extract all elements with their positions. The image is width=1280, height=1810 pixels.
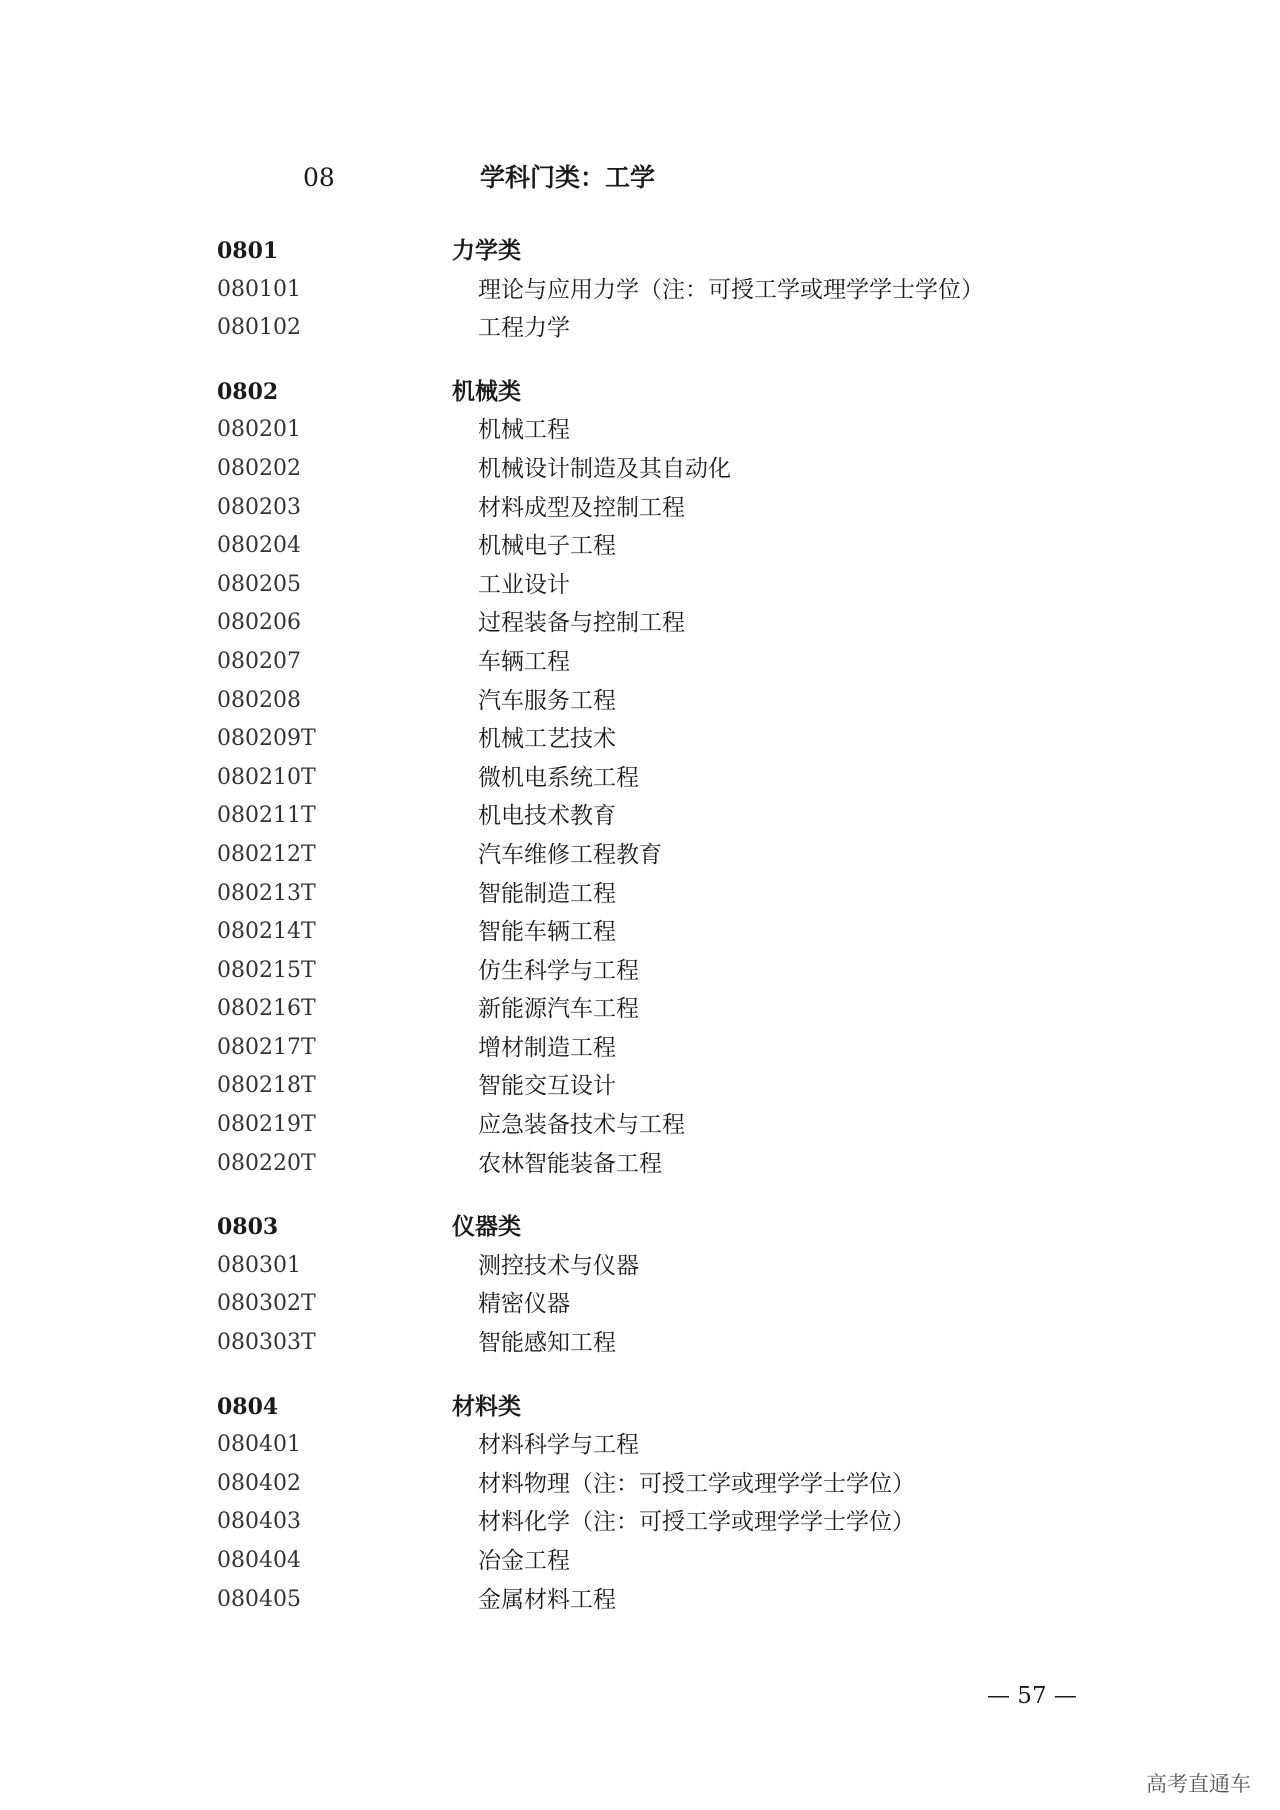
major-code: 080203 <box>217 494 301 520</box>
category-name: 材料类 <box>452 1392 521 1420</box>
major-name: 智能交互设计 <box>478 1073 616 1100</box>
major-name: 测控技术与仪器 <box>478 1252 639 1279</box>
category-row <box>217 373 1077 412</box>
major-catalog <box>217 232 1077 1644</box>
category-row <box>217 1208 1077 1247</box>
major-code: 080214T <box>217 919 316 945</box>
major-row <box>217 797 1077 836</box>
major-row <box>217 720 1077 759</box>
major-name: 精密仪器 <box>478 1291 570 1318</box>
major-code: 080213T <box>217 880 316 906</box>
major-name: 理论与应用力学（注：可授工学或理学学士学位） <box>478 276 984 303</box>
major-row <box>217 1465 1077 1504</box>
major-name: 仿生科学与工程 <box>478 957 639 984</box>
category-code: 0801 <box>217 238 279 264</box>
major-name: 材料化学（注：可授工学或理学学士学位） <box>478 1509 915 1536</box>
major-row <box>217 411 1077 450</box>
major-row <box>217 1247 1077 1286</box>
major-code: 080211T <box>217 803 316 829</box>
major-name: 智能车辆工程 <box>478 919 616 946</box>
major-code: 080209T <box>217 726 316 752</box>
major-name: 增材制造工程 <box>478 1034 616 1061</box>
major-code: 080102 <box>217 315 301 341</box>
major-row <box>217 1542 1077 1581</box>
major-code: 080403 <box>217 1509 301 1535</box>
category-name: 机械类 <box>452 377 521 405</box>
major-code: 080405 <box>217 1586 301 1612</box>
major-code: 080212T <box>217 841 316 867</box>
major-row <box>217 759 1077 798</box>
major-name: 农林智能装备工程 <box>478 1150 662 1177</box>
discipline-code: 08 <box>303 163 335 192</box>
category-group <box>217 373 1077 1183</box>
major-name: 材料物理（注：可授工学或理学学士学位） <box>478 1470 915 1497</box>
page-header <box>0 158 1280 198</box>
major-code: 080204 <box>217 533 301 559</box>
major-row <box>217 1503 1077 1542</box>
major-code: 080205 <box>217 571 301 597</box>
major-row <box>217 1106 1077 1145</box>
category-group <box>217 1208 1077 1362</box>
major-row <box>217 875 1077 914</box>
major-name: 金属材料工程 <box>478 1586 616 1613</box>
major-name: 机械工艺技术 <box>478 726 616 753</box>
major-row <box>217 682 1077 721</box>
major-name: 机电技术教育 <box>478 803 616 830</box>
major-name: 智能感知工程 <box>478 1330 616 1357</box>
category-code: 0802 <box>217 378 279 405</box>
category-row <box>217 1388 1077 1427</box>
major-row <box>217 489 1077 528</box>
major-name: 应急装备技术与工程 <box>478 1112 685 1139</box>
major-code: 080219T <box>217 1112 316 1138</box>
major-code: 080217T <box>217 1034 316 1060</box>
major-name: 新能源汽车工程 <box>478 996 639 1023</box>
major-name: 汽车服务工程 <box>478 687 616 714</box>
major-name: 机械工程 <box>478 417 570 444</box>
major-name: 微机电系统工程 <box>478 764 639 791</box>
category-name: 力学类 <box>452 237 521 264</box>
major-code: 080210T <box>217 764 316 790</box>
major-row <box>217 527 1077 566</box>
major-code: 080207 <box>217 648 301 674</box>
watermark: 高考直通车 <box>1146 1772 1251 1796</box>
major-code: 080215T <box>217 957 316 983</box>
major-code: 080220T <box>217 1150 316 1176</box>
major-row <box>217 836 1077 875</box>
category-group <box>217 232 1077 348</box>
category-name: 仪器类 <box>452 1213 521 1241</box>
discipline-title: 学科门类：工学 <box>480 163 656 192</box>
major-row <box>217 1426 1077 1465</box>
category-code: 0803 <box>217 1214 279 1241</box>
major-name: 工业设计 <box>478 571 570 598</box>
page-number: — 57 — <box>987 1683 1077 1709</box>
major-row <box>217 1145 1077 1184</box>
major-row <box>217 309 1077 348</box>
major-row <box>217 566 1077 605</box>
major-code: 080218T <box>217 1073 316 1099</box>
major-row <box>217 1324 1077 1363</box>
major-name: 冶金工程 <box>478 1548 570 1574</box>
major-code: 080208 <box>217 687 301 713</box>
major-name: 工程力学 <box>478 315 570 342</box>
major-name: 智能制造工程 <box>478 880 616 907</box>
major-name: 机械电子工程 <box>478 533 616 560</box>
major-code: 080303T <box>217 1330 316 1356</box>
major-row <box>217 643 1077 682</box>
major-row <box>217 450 1077 489</box>
major-name: 车辆工程 <box>478 648 570 675</box>
major-code: 080206 <box>217 610 301 636</box>
major-code: 080216T <box>217 996 316 1022</box>
major-name: 过程装备与控制工程 <box>478 610 685 637</box>
major-row <box>217 1581 1077 1620</box>
category-group <box>217 1388 1077 1620</box>
major-code: 080101 <box>217 276 301 302</box>
category-code: 0804 <box>217 1393 279 1420</box>
major-code: 080404 <box>217 1548 301 1573</box>
major-code: 080202 <box>217 455 301 481</box>
major-row <box>217 913 1077 952</box>
major-name: 材料成型及控制工程 <box>478 494 685 521</box>
major-name: 汽车维修工程教育 <box>478 841 662 868</box>
major-code: 080401 <box>217 1432 301 1458</box>
major-code: 080201 <box>217 417 301 443</box>
major-name: 机械设计制造及其自动化 <box>478 455 731 482</box>
major-row <box>217 1285 1077 1324</box>
major-row <box>217 1067 1077 1106</box>
major-row <box>217 271 1077 310</box>
major-name: 材料科学与工程 <box>478 1432 639 1459</box>
major-code: 080302T <box>217 1291 316 1317</box>
major-code: 080402 <box>217 1470 301 1496</box>
major-row <box>217 604 1077 643</box>
major-row <box>217 952 1077 991</box>
category-row <box>217 232 1077 271</box>
major-row <box>217 1029 1077 1068</box>
major-code: 080301 <box>217 1252 301 1278</box>
major-row <box>217 990 1077 1029</box>
